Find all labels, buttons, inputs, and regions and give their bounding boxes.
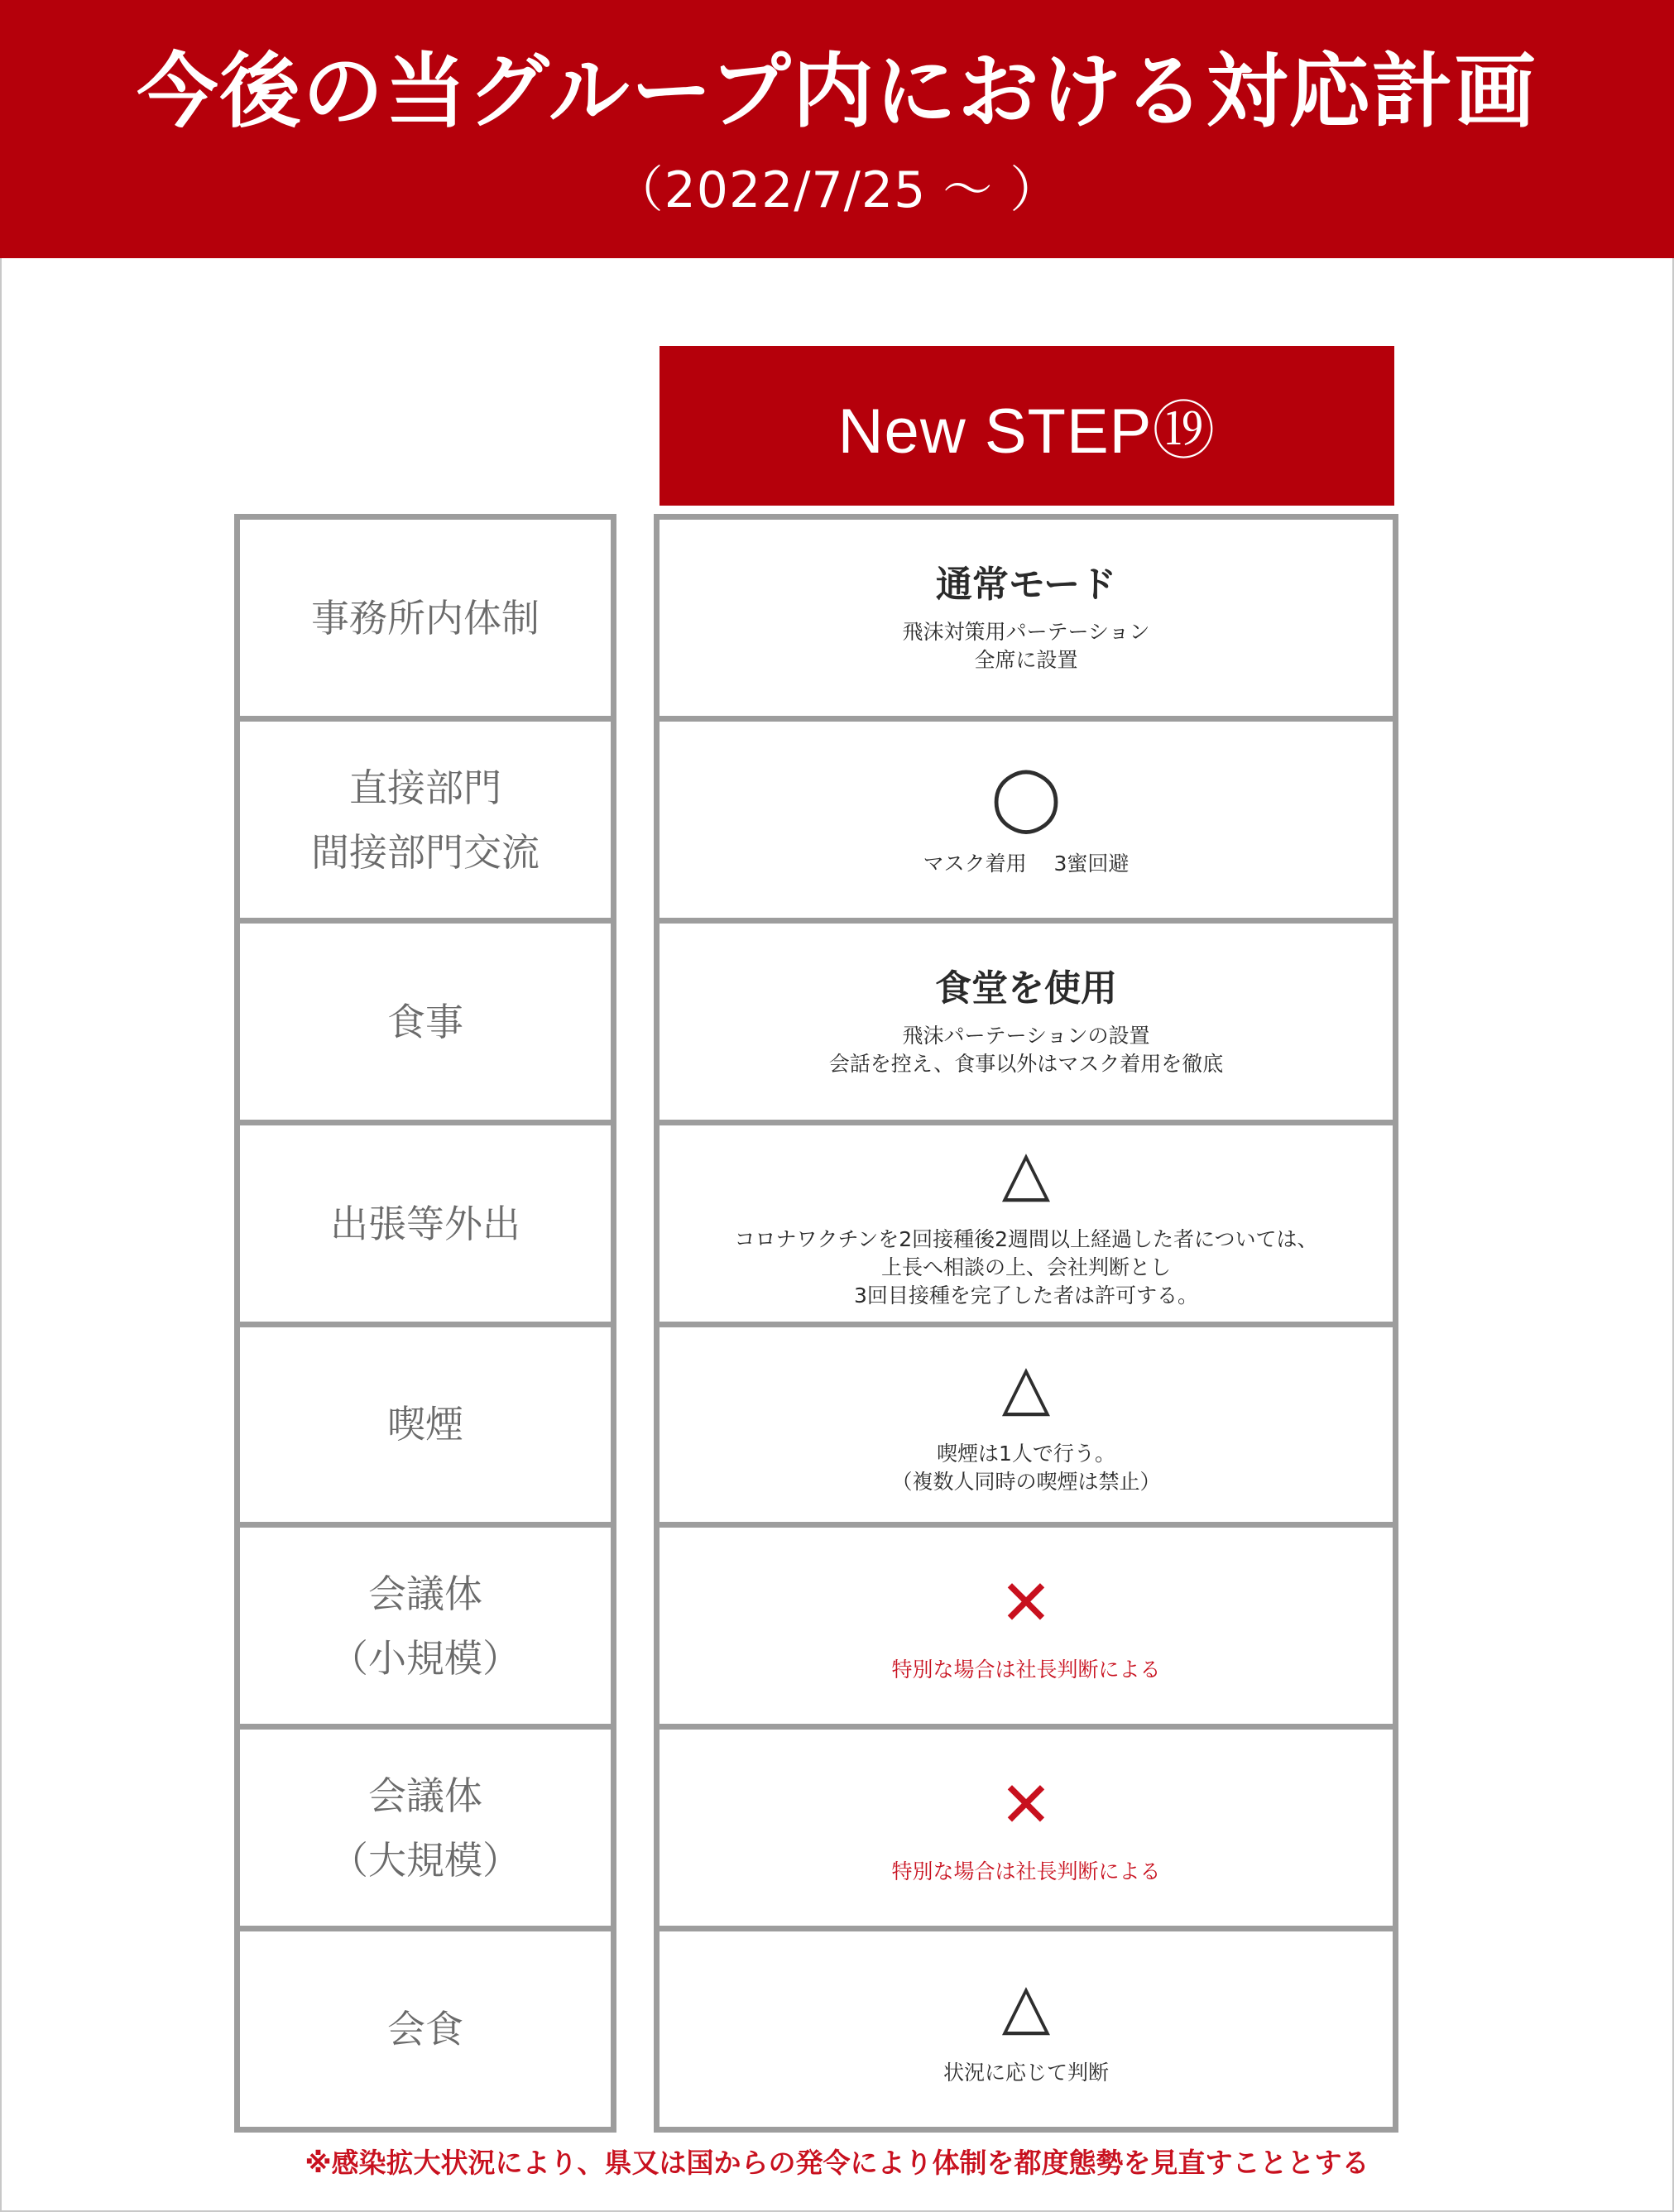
category-cell	[240, 1125, 611, 1327]
category-label: 食事	[387, 999, 463, 1044]
category-cell	[240, 1730, 611, 1931]
category-label: 出張等外出	[330, 1201, 520, 1246]
policy-main-text: 通常モード	[935, 563, 1117, 606]
policy-cell	[660, 1528, 1393, 1730]
policy-column	[654, 514, 1398, 2133]
policy-note: 上長へ相談の上、会社判断とし	[880, 1255, 1171, 1279]
policy-note: 特別な場合は社長判断による	[891, 1657, 1161, 1682]
triangle-icon: △	[1001, 1349, 1051, 1423]
cross-icon: ✕	[1000, 1565, 1053, 1639]
policy-cell	[660, 1125, 1393, 1327]
step-header: New STEP⑲	[660, 346, 1394, 506]
category-cell	[240, 1931, 611, 2127]
triangle-icon: △	[1001, 1135, 1051, 1209]
category-label: 喫煙	[387, 1401, 463, 1447]
category-label: （大規模）	[330, 1837, 520, 1883]
policy-note: 特別な場合は社長判断による	[891, 1859, 1161, 1883]
policy-note: 会話を控え、食事以外はマスク着用を徹底	[828, 1051, 1224, 1076]
policy-cell	[660, 924, 1393, 1125]
category-label: 会議体	[368, 1773, 482, 1818]
policy-main-text: 食堂を使用	[935, 967, 1117, 1010]
policy-cell	[660, 520, 1393, 722]
footer-note: ※感染拡大状況により、県又は国からの発令により体制を都度態勢を見直すこととする	[305, 2147, 1369, 2179]
policy-note: 全席に設置	[974, 647, 1078, 672]
policy-cell	[660, 1730, 1393, 1931]
policy-note: 喫煙は1人で行う。	[937, 1441, 1115, 1466]
header-banner	[0, 0, 1674, 258]
policy-note: 飛沫パーテーションの設置	[902, 1023, 1150, 1048]
category-column	[234, 514, 616, 2133]
policy-cell	[660, 1931, 1393, 2127]
policy-note: 状況に応じて判断	[943, 2061, 1109, 2085]
category-cell	[240, 520, 611, 722]
category-cell	[240, 924, 611, 1125]
category-label: 会食	[387, 2007, 463, 2051]
policy-note: マスク着用 3蜜回避	[923, 851, 1130, 876]
circle-icon: ◯	[990, 759, 1062, 833]
category-cell	[240, 722, 611, 924]
policy-note: （複数人同時の喫煙は禁止）	[891, 1469, 1161, 1494]
cross-icon: ✕	[1000, 1767, 1053, 1841]
category-cell	[240, 1326, 611, 1528]
triangle-icon: △	[1001, 1969, 1051, 2042]
category-cell	[240, 1528, 611, 1730]
category-label: 間接部門交流	[311, 829, 540, 875]
policy-note: コロナワクチンを2回接種後2週間以上経過した者については、	[734, 1226, 1318, 1251]
page-title: 今後の当グループ内における対応計画	[137, 45, 1537, 139]
policy-cell	[660, 1326, 1393, 1528]
policy-note: 飛沫対策用パーテーション	[902, 619, 1150, 644]
category-label: （小規模）	[330, 1635, 520, 1681]
category-label: 会議体	[368, 1571, 482, 1616]
category-label: 直接部門	[349, 765, 501, 810]
policy-cell	[660, 722, 1393, 924]
page-subtitle-date: （2022/7/25 ～ ）	[613, 161, 1061, 219]
policy-note: 3回目接種を完了した者は許可する。	[854, 1283, 1198, 1308]
category-label: 事務所内体制	[311, 595, 540, 641]
